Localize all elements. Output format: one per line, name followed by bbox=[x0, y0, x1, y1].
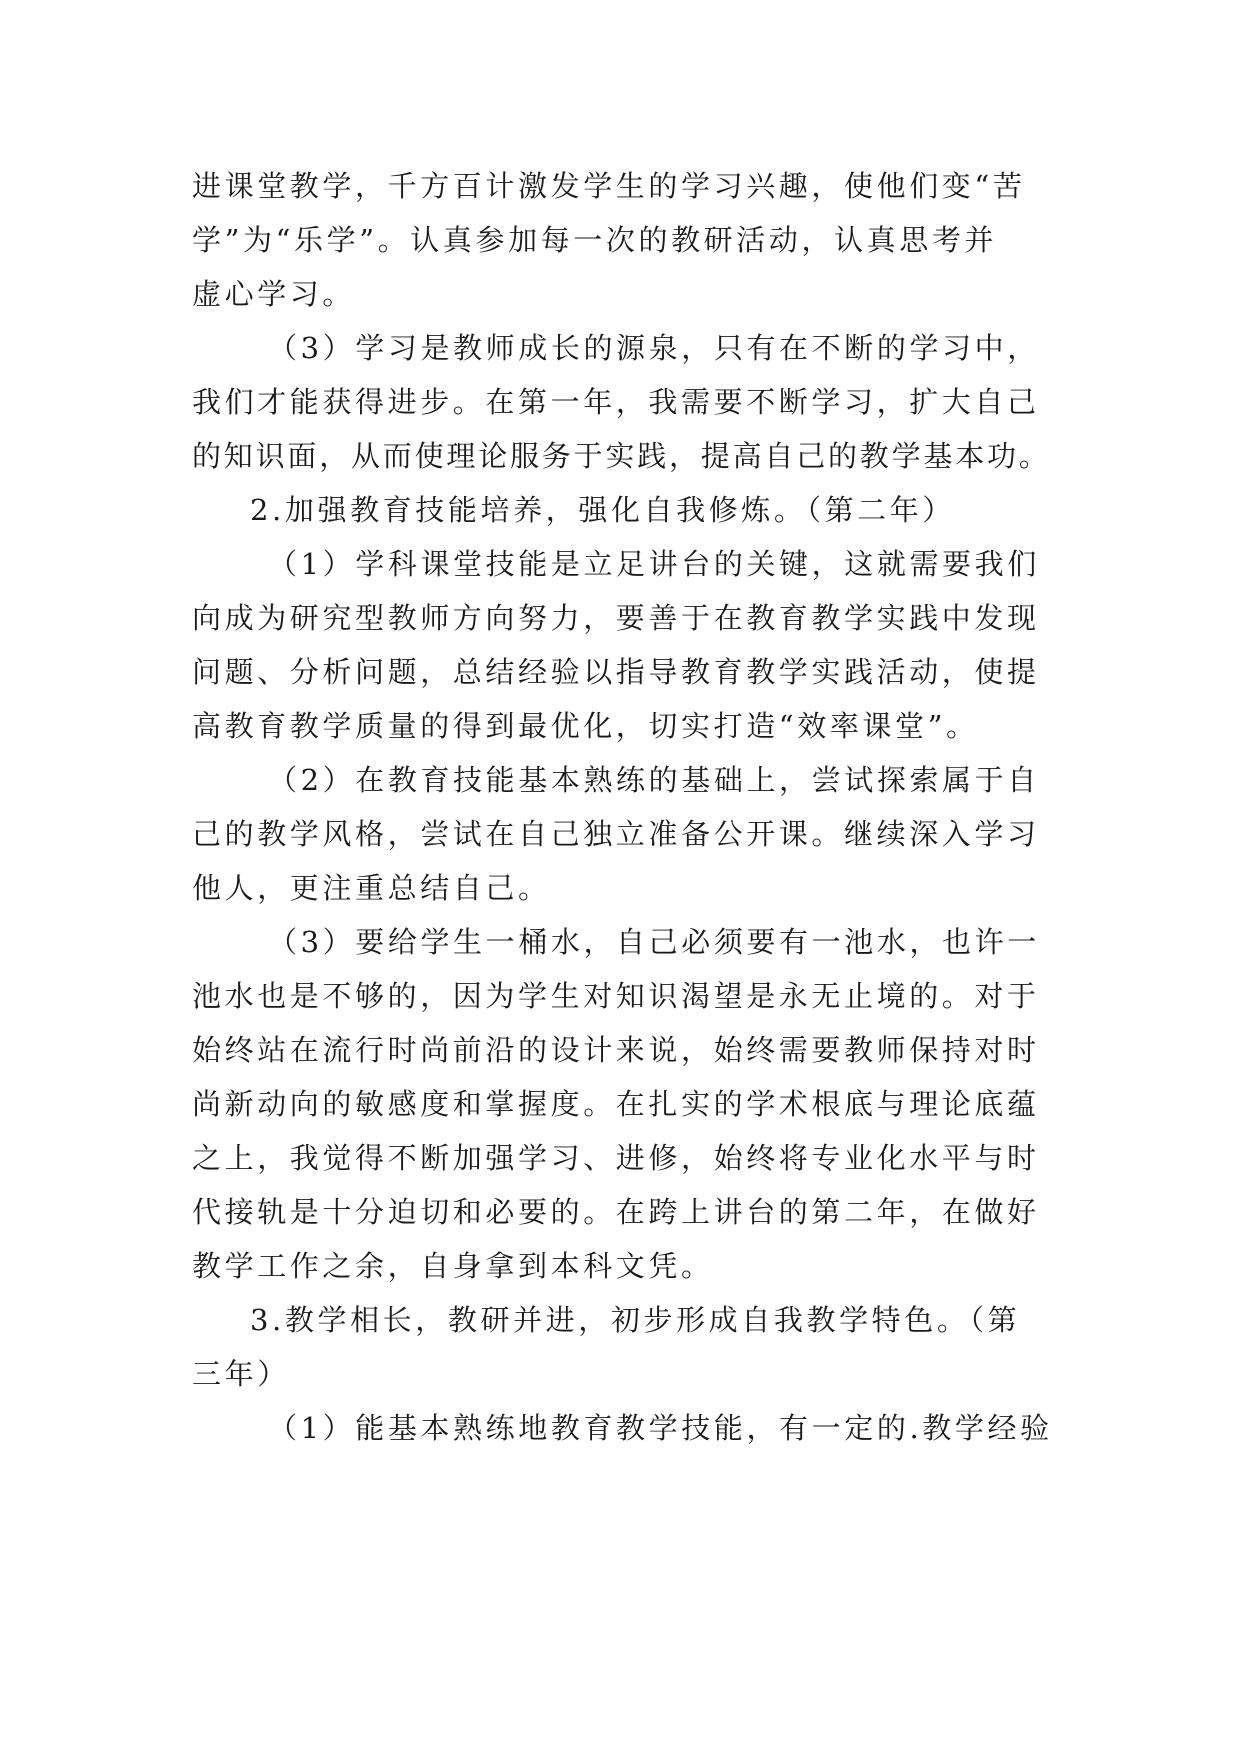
text-line: （3）学习是教师成长的源泉，只有在不断的学习中， bbox=[268, 331, 1040, 365]
text-line: 三年） bbox=[192, 1357, 290, 1391]
text-line: 的知识面，从而使理论服务于实践，提高自己的教学基本功。 bbox=[192, 439, 1051, 473]
section-heading: 2.加强教育技能培养，强化自我修炼。（第二年） bbox=[250, 493, 955, 527]
text-line: （2）在教育技能基本熟练的基础上，尝试探索属于自 bbox=[268, 763, 1040, 797]
text-line: 进课堂教学，千方百计激发学生的学习兴趣，使他们变“苦 bbox=[192, 169, 1026, 203]
text-line: 他人，更注重总结自己。 bbox=[192, 871, 551, 905]
text-line: 虚心学习。 bbox=[192, 277, 356, 311]
text-line: 教学工作之余，自身拿到本科文凭。 bbox=[192, 1249, 714, 1283]
text-line: （1）学科课堂技能是立足讲台的关键，这就需要我们 bbox=[268, 547, 1040, 581]
text-line: 己的教学风格，尝试在自己独立准备公开课。继续深入学习 bbox=[192, 817, 1040, 851]
text-line: 我们才能获得进步。在第一年，我需要不断学习，扩大自己 bbox=[192, 385, 1040, 419]
text-line: （3）要给学生一桶水，自己必须要有一池水，也许一 bbox=[268, 925, 1040, 959]
text-line: 之上，我觉得不断加强学习、进修，始终将专业化水平与时 bbox=[192, 1141, 1040, 1175]
text-line: （1）能基本熟练地教育教学技能，有一定的.教学经验 bbox=[268, 1411, 1053, 1445]
section-heading: 3.教学相长，教研并进，初步形成自我教学特色。（第 bbox=[250, 1303, 1021, 1337]
text-line: 高教育教学质量的得到最优化，切实打造“效率课堂”。 bbox=[192, 709, 979, 743]
text-line: 尚新动向的敏感度和掌握度。在扎实的学术根底与理论底蕴 bbox=[192, 1087, 1040, 1121]
text-line: 问题、分析问题，总结经验以指导教育教学实践活动，使提 bbox=[192, 655, 1040, 689]
text-line: 学”为“乐学”。认真参加每一次的教研活动，认真思考并 bbox=[192, 223, 998, 257]
text-line: 池水也是不够的，因为学生对知识渴望是永无止境的。对于 bbox=[192, 979, 1040, 1013]
text-line: 始终站在流行时尚前沿的设计来说，始终需要教师保持对时 bbox=[192, 1033, 1040, 1067]
text-line: 向成为研究型教师方向努力，要善于在教育教学实践中发现 bbox=[192, 601, 1040, 635]
text-line: 代接轨是十分迫切和必要的。在跨上讲台的第二年，在做好 bbox=[192, 1195, 1040, 1229]
